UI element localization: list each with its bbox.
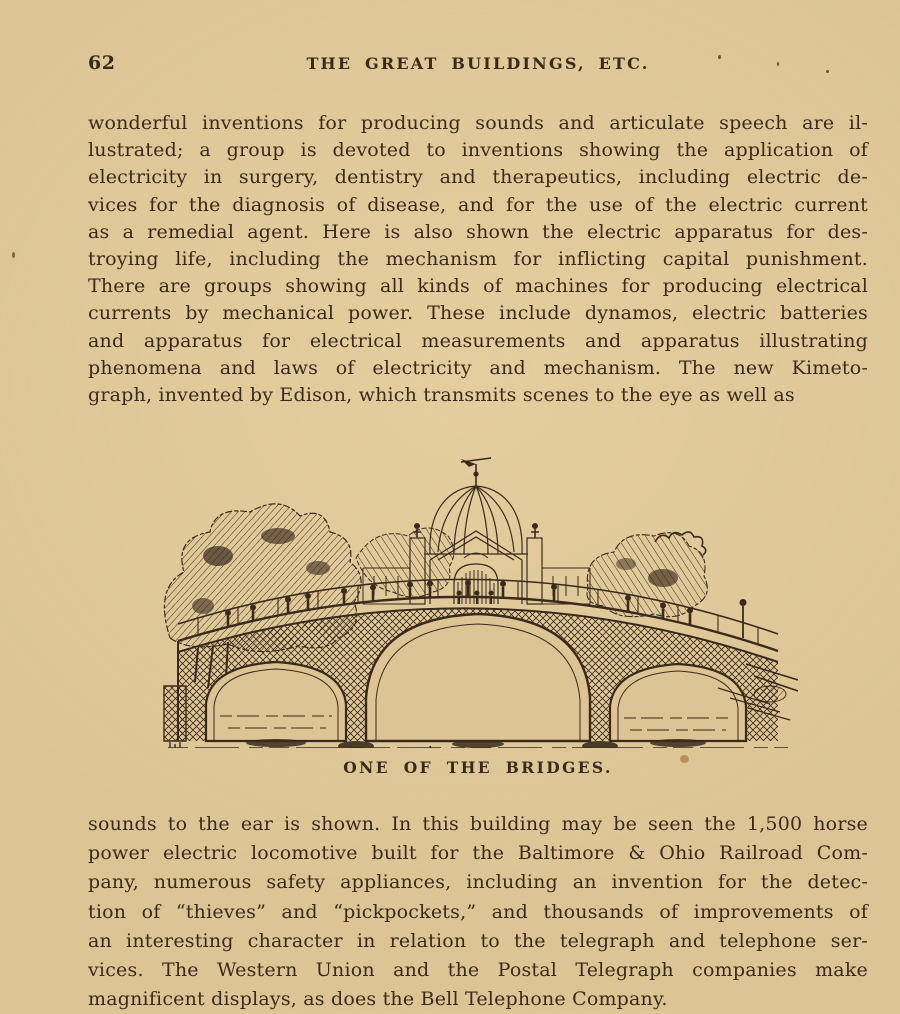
text-line: tion of “thieves” and “pickpockets,” and thousands of improvements of (88, 900, 868, 923)
text-line: currents by mechanical power. These include dynamos, electric batteries (88, 302, 868, 325)
bridge-illustration (158, 436, 798, 748)
text-line: electricity in surgery, dentistry and therapeutics, including electric de- (88, 166, 868, 189)
text-line: power electric locomotive built for the Baltimore & Ohio Railroad Com- (88, 842, 868, 865)
text-line: and apparatus for electrical measurements and apparatus illustrating (88, 329, 868, 352)
text-line: as a remedial agent. Here is also shown the electric apparatus for des- (88, 220, 868, 243)
trees-right (587, 532, 707, 617)
paper-speck (12, 252, 15, 258)
figure (88, 436, 868, 748)
paper-speck (826, 70, 829, 73)
text-line: vices for the diagnosis of disease, and for the use of the electric current (88, 193, 868, 216)
text-line: vices. The Western Union and the Postal Telegraph companies make (88, 959, 868, 982)
text-line: There are groups showing all kinds of machines for producing electrical (88, 275, 868, 298)
page-number: 62 (88, 52, 116, 74)
text-line: an interesting character in relation to the telegraph and telephone ser- (88, 929, 868, 952)
page-header (88, 52, 868, 76)
paper-speck (777, 62, 779, 66)
water (166, 739, 788, 748)
text-line: troying life, including the mechanism for inflicting capital punishment. (88, 248, 868, 271)
text-line: pany, numerous safety appliances, including an invention for the detec- (88, 871, 868, 894)
figure-caption: ONE OF THE BRIDGES. (343, 758, 613, 777)
text-line: wonderful inventions for producing sounds and articulate speech are il- (88, 112, 868, 134)
paper-stain (680, 755, 689, 763)
paragraph-top (88, 110, 868, 409)
text-line: lustrated; a group is devoted to inventions showing the application of (88, 139, 868, 162)
paragraph-bottom (88, 810, 868, 1014)
text-line: magnificent displays, as does the Bell Telephone Company. (88, 988, 668, 1011)
text-line: graph, invented by Edison, which transmits scenes to the eye as well as (88, 384, 795, 407)
text-line: sounds to the ear is shown. In this building may be seen the 1,500 horse (88, 813, 868, 835)
paper-speck (718, 55, 721, 59)
running-head: THE GREAT BUILDINGS, ETC. (306, 54, 650, 73)
text-line: phenomena and laws of electricity and mechanism. The new Kimeto- (88, 356, 868, 379)
